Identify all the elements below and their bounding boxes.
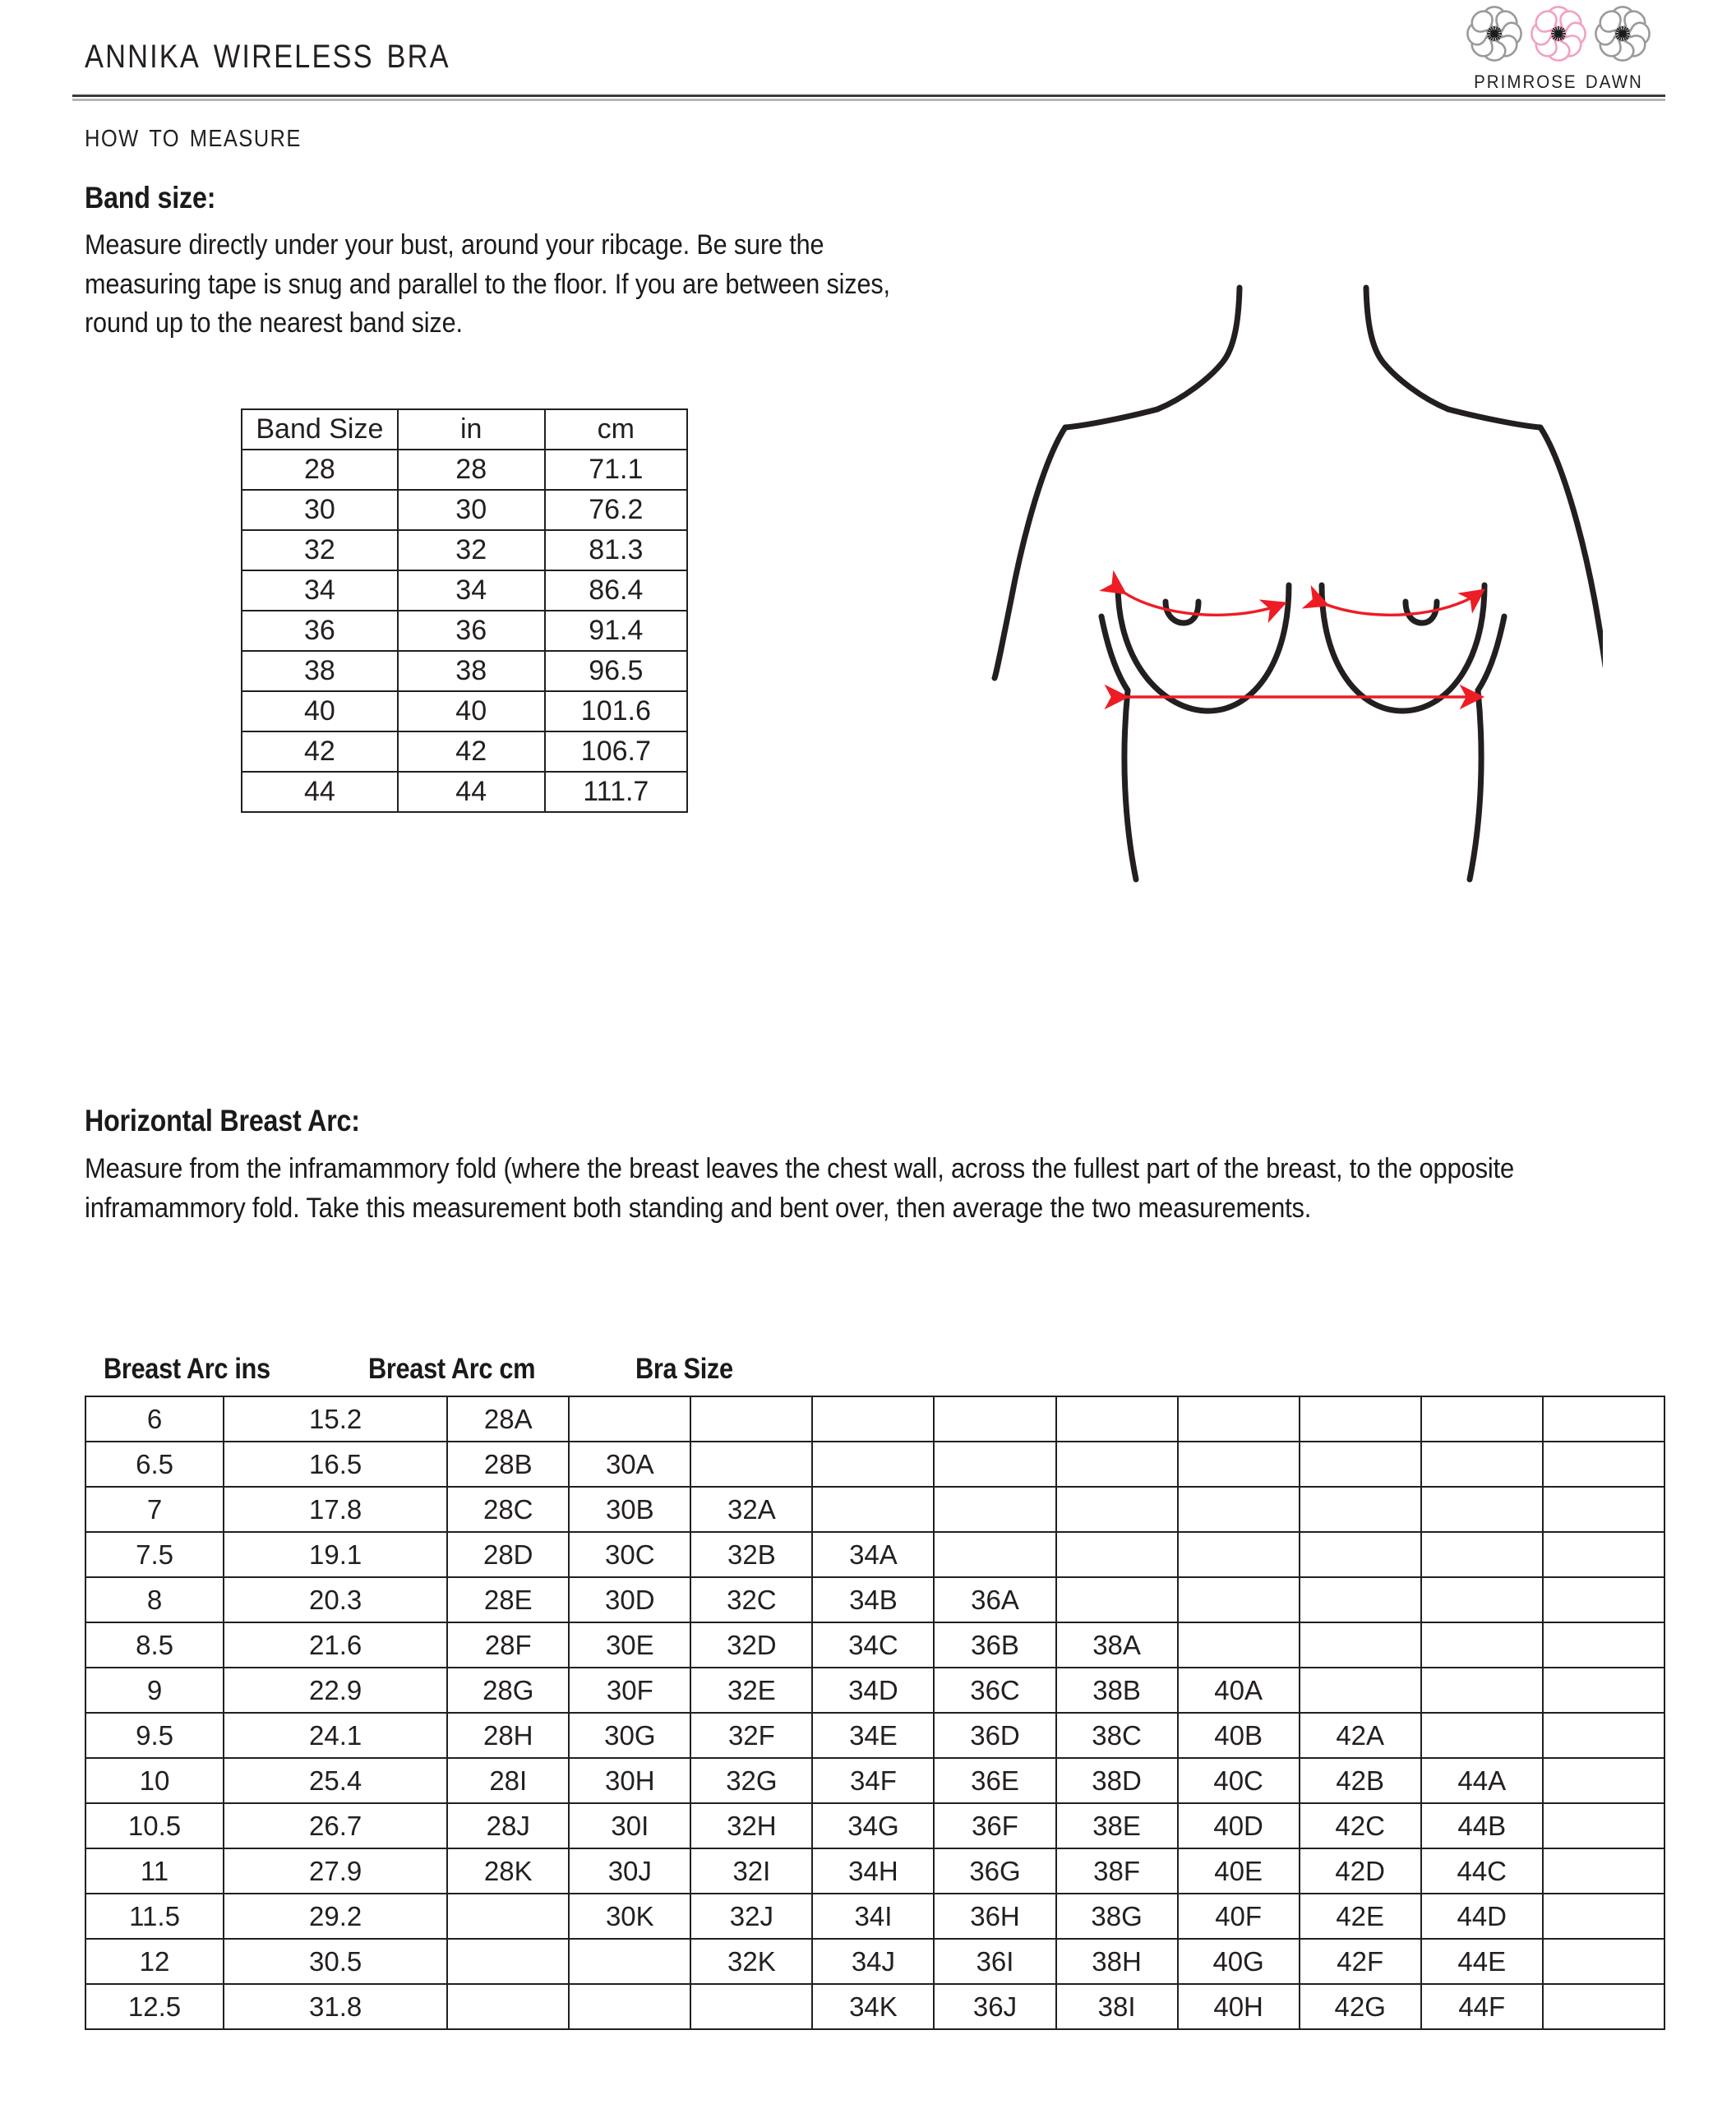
bra-size-cell: 44F	[1421, 1984, 1543, 2029]
bra-size-cell	[1056, 1442, 1178, 1487]
column-header-breast-arc-cm: Breast Arc cm	[368, 1353, 536, 1385]
bra-size-cell: 30D	[569, 1577, 690, 1622]
bra-size-cell: 40G	[1178, 1939, 1300, 1984]
bra-size-cell	[447, 1939, 569, 1984]
arm-left-outer-line	[995, 427, 1065, 678]
breast-arc-cm-cell: 27.9	[224, 1848, 447, 1894]
breast-arc-cm-cell: 20.3	[224, 1577, 447, 1622]
bra-size-cell: 30H	[569, 1758, 690, 1803]
bra-size-cell: 36B	[934, 1622, 1055, 1668]
bra-size-cell: 34H	[812, 1848, 934, 1894]
bra-size-cell: 30F	[569, 1668, 690, 1713]
table-row	[85, 1713, 1664, 1758]
table-row	[85, 1984, 1664, 2029]
breast-arc-ins-cell: 12	[85, 1939, 224, 1984]
bra-size-cell: 42G	[1300, 1984, 1421, 2029]
bra-size-cell: 40D	[1178, 1803, 1300, 1848]
table-row	[85, 1622, 1664, 1668]
bra-size-cell: 32K	[690, 1939, 812, 1984]
bra-size-cell: 30G	[569, 1713, 690, 1758]
bra-size-cell: 42C	[1300, 1803, 1421, 1848]
column-header-breast-arc-ins: Breast Arc ins	[104, 1353, 270, 1385]
bra-size-cell: 38E	[1056, 1803, 1178, 1848]
breast-arc-ins-cell: 7	[85, 1487, 224, 1532]
band-in-cell: 28	[398, 450, 545, 490]
table-row	[242, 570, 687, 611]
table-row	[242, 691, 687, 731]
bra-size-cell: 38A	[1056, 1622, 1178, 1668]
breast-arc-cm-cell: 17.8	[224, 1487, 447, 1532]
bra-size-cell: 28C	[447, 1487, 569, 1532]
bra-size-cell	[1543, 1984, 1664, 2029]
bra-size-cell: 42E	[1300, 1894, 1421, 1939]
bra-size-cell: 44A	[1421, 1758, 1543, 1803]
bra-size-cell: 30K	[569, 1894, 690, 1939]
arc-table-headers	[85, 1353, 1667, 1391]
torso-right-line	[1470, 690, 1481, 879]
bra-size-cell	[812, 1442, 934, 1487]
bra-size-cell: 28A	[447, 1396, 569, 1442]
bra-size-table	[85, 1396, 1665, 2030]
breast-arc-cm-cell: 15.2	[224, 1396, 447, 1442]
bra-size-cell: 32B	[690, 1532, 812, 1577]
bra-size-cell: 32J	[690, 1894, 812, 1939]
bra-size-cell: 28B	[447, 1442, 569, 1487]
bra-size-cell	[1178, 1442, 1300, 1487]
bra-size-cell: 34G	[812, 1803, 934, 1848]
bra-size-cell	[569, 1939, 690, 1984]
bra-size-cell: 38H	[1056, 1939, 1178, 1984]
breast-arc-ins-cell: 8	[85, 1577, 224, 1622]
bra-size-cell	[1543, 1713, 1664, 1758]
band-cm-cell: 96.5	[545, 651, 687, 691]
bra-size-cell: 34I	[812, 1894, 934, 1939]
breast-arc-cm-cell: 25.4	[224, 1758, 447, 1803]
band-size-cell: 36	[242, 611, 398, 651]
band-in-cell: 32	[398, 530, 545, 570]
bra-size-cell	[1178, 1622, 1300, 1668]
bra-size-cell	[1543, 1848, 1664, 1894]
table-row	[85, 1668, 1664, 1713]
breast-arc-cm-cell: 22.9	[224, 1668, 447, 1713]
bra-size-cell	[1421, 1668, 1543, 1713]
table-row	[242, 450, 687, 490]
bra-size-cell: 30I	[569, 1803, 690, 1848]
band-cm-cell: 91.4	[545, 611, 687, 651]
band-size-table	[241, 408, 688, 813]
bra-size-cell: 36I	[934, 1939, 1055, 1984]
bra-size-cell: 40C	[1178, 1758, 1300, 1803]
bra-size-cell	[690, 1442, 812, 1487]
table-row	[85, 1532, 1664, 1577]
band-size-cell: 44	[242, 772, 398, 812]
bra-size-cell	[1056, 1396, 1178, 1442]
table-row	[85, 1442, 1664, 1487]
table-row	[242, 772, 687, 812]
breast-arc-cm-cell: 16.5	[224, 1442, 447, 1487]
flower-icon-center	[1528, 3, 1589, 64]
bra-size-cell: 30A	[569, 1442, 690, 1487]
bra-size-cell: 34K	[812, 1984, 934, 2029]
bra-size-cell: 32D	[690, 1622, 812, 1668]
bra-size-cell: 38G	[1056, 1894, 1178, 1939]
band-cm-cell: 71.1	[545, 450, 687, 490]
band-cm-cell: 101.6	[545, 691, 687, 731]
breast-arc-ins-cell: 6.5	[85, 1442, 224, 1487]
bra-size-cell: 30J	[569, 1848, 690, 1894]
header-divider-shadow	[72, 99, 1665, 101]
bra-size-cell	[1543, 1487, 1664, 1532]
band-size-instructions: Measure directly under your bust, around your ribcage. Be sure the measuring tape is snug and parallel to the floor. If you are between sizes, round up to the nearest band size.	[85, 229, 890, 339]
bra-size-cell: 38F	[1056, 1848, 1178, 1894]
bra-size-cell: 30C	[569, 1532, 690, 1577]
bra-size-cell	[1178, 1487, 1300, 1532]
bra-size-cell	[1056, 1532, 1178, 1577]
band-in-cell: 36	[398, 611, 545, 651]
bra-size-cell	[1543, 1532, 1664, 1577]
bra-size-cell: 42A	[1300, 1713, 1421, 1758]
bra-size-cell: 28H	[447, 1713, 569, 1758]
bra-size-cell	[1178, 1577, 1300, 1622]
band-size-cell: 38	[242, 651, 398, 691]
shoulder-left-line	[1065, 409, 1157, 427]
bra-size-cell: 36C	[934, 1668, 1055, 1713]
band-in-cell: 34	[398, 570, 545, 611]
bra-size-cell: 28D	[447, 1532, 569, 1577]
bra-size-cell	[1421, 1577, 1543, 1622]
bra-size-cell	[1300, 1532, 1421, 1577]
bra-size-cell: 36D	[934, 1713, 1055, 1758]
bra-size-cell	[1421, 1396, 1543, 1442]
bra-size-cell: 32G	[690, 1758, 812, 1803]
bra-size-cell: 28F	[447, 1622, 569, 1668]
bra-size-cell	[1543, 1622, 1664, 1668]
bra-size-cell: 40B	[1178, 1713, 1300, 1758]
bra-size-cell: 38I	[1056, 1984, 1178, 2029]
bra-size-cell: 34J	[812, 1939, 934, 1984]
bra-size-cell	[1056, 1577, 1178, 1622]
bra-size-cell: 34E	[812, 1713, 934, 1758]
torso-measurement-diagram	[945, 230, 1603, 912]
table-row	[85, 1577, 1664, 1622]
band-size-cell: 28	[242, 450, 398, 490]
bra-size-cell	[1421, 1487, 1543, 1532]
bra-size-cell: 42F	[1300, 1939, 1421, 1984]
breast-arc-ins-cell: 7.5	[85, 1532, 224, 1577]
column-header: Band Size	[242, 409, 398, 450]
breast-arc-cm-cell: 24.1	[224, 1713, 447, 1758]
bra-size-cell	[1543, 1577, 1664, 1622]
band-size-label: Band size:	[85, 181, 216, 215]
bra-size-cell: 30B	[569, 1487, 690, 1532]
breast-arc-ins-cell: 8.5	[85, 1622, 224, 1668]
bra-size-cell	[1421, 1532, 1543, 1577]
bra-size-cell	[1543, 1894, 1664, 1939]
bra-size-cell	[934, 1532, 1055, 1577]
bra-size-cell	[1178, 1532, 1300, 1577]
bra-size-cell: 32F	[690, 1713, 812, 1758]
breast-arc-ins-cell: 11.5	[85, 1894, 224, 1939]
band-cm-cell: 81.3	[545, 530, 687, 570]
brand-logo	[1410, 3, 1706, 95]
bra-size-cell	[1543, 1668, 1664, 1713]
breast-arc-instructions: Measure from the inframammory fold (where the breast leaves the chest wall, across the fullest part of the breast, to the opposite inframammory fold. Take this measurement both standing and bent over, then average the two measurements.	[85, 1153, 1515, 1225]
bra-size-cell	[690, 1984, 812, 2029]
breast-arc-cm-cell: 30.5	[224, 1939, 447, 1984]
bra-size-cell: 44B	[1421, 1803, 1543, 1848]
bra-size-cell: 44E	[1421, 1939, 1543, 1984]
bra-size-cell	[1056, 1487, 1178, 1532]
bra-size-cell: 32C	[690, 1577, 812, 1622]
band-size-cell: 42	[242, 731, 398, 772]
breast-arc-ins-cell: 9.5	[85, 1713, 224, 1758]
bra-size-cell	[1543, 1803, 1664, 1848]
bra-size-cell	[1300, 1442, 1421, 1487]
torso-left-line	[1124, 690, 1136, 879]
bra-size-cell: 36F	[934, 1803, 1055, 1848]
breast-arc-ins-cell: 12.5	[85, 1984, 224, 2029]
logo-flower-group	[1464, 3, 1653, 64]
shoulder-right-line	[1448, 409, 1540, 427]
table-row	[242, 731, 687, 772]
breast-arc-ins-cell: 11	[85, 1848, 224, 1894]
band-in-cell: 44	[398, 772, 545, 812]
bra-size-cell: 36G	[934, 1848, 1055, 1894]
breast-arc-cm-cell: 19.1	[224, 1532, 447, 1577]
bra-size-cell: 28J	[447, 1803, 569, 1848]
bra-size-cell: 44D	[1421, 1894, 1543, 1939]
bra-size-cell	[1300, 1396, 1421, 1442]
table-row	[85, 1758, 1664, 1803]
bra-size-cell: 36E	[934, 1758, 1055, 1803]
section-heading-how-to-measure: how to measure	[85, 115, 302, 154]
bra-size-cell: 42B	[1300, 1758, 1421, 1803]
table-row	[85, 1396, 1664, 1442]
table-row	[85, 1848, 1664, 1894]
bra-size-cell: 40H	[1178, 1984, 1300, 2029]
bra-size-cell: 40A	[1178, 1668, 1300, 1713]
breast-arc-ins-cell: 9	[85, 1668, 224, 1713]
bra-size-cell: 38B	[1056, 1668, 1178, 1713]
breast-arc-cm-cell: 31.8	[224, 1984, 447, 2029]
band-size-cell: 40	[242, 691, 398, 731]
table-row	[85, 1487, 1664, 1532]
bra-size-cell	[1300, 1622, 1421, 1668]
bra-size-cell	[934, 1396, 1055, 1442]
breast-arc-cm-cell: 21.6	[224, 1622, 447, 1668]
horizontal-breast-arc-arrow-left	[1123, 592, 1282, 615]
bra-size-cell: 32H	[690, 1803, 812, 1848]
flower-icon-right	[1592, 3, 1653, 64]
band-cm-cell: 111.7	[545, 772, 687, 812]
logo-wordmark: primrose dawn	[1474, 64, 1643, 94]
table-row	[242, 611, 687, 651]
arm-right-outer-line	[1540, 427, 1603, 681]
bra-size-cell	[1543, 1442, 1664, 1487]
neck-left-line	[1157, 288, 1240, 409]
bra-size-cell: 36A	[934, 1577, 1055, 1622]
bra-size-cell: 34A	[812, 1532, 934, 1577]
band-size-cell: 34	[242, 570, 398, 611]
band-size-table-container	[241, 408, 688, 813]
bra-size-cell: 40F	[1178, 1894, 1300, 1939]
bra-size-cell	[1178, 1396, 1300, 1442]
table-header-row	[242, 409, 687, 450]
bra-size-cell	[934, 1442, 1055, 1487]
breast-left-outline	[1118, 585, 1289, 711]
table-row	[242, 651, 687, 691]
bra-size-cell	[1543, 1939, 1664, 1984]
band-in-cell: 42	[398, 731, 545, 772]
table-row	[242, 490, 687, 530]
page-header	[0, 0, 1736, 107]
neck-right-line	[1366, 288, 1448, 409]
table-row	[242, 530, 687, 570]
band-size-cell: 32	[242, 530, 398, 570]
bra-size-cell	[1543, 1396, 1664, 1442]
bra-size-cell: 38C	[1056, 1713, 1178, 1758]
bra-size-cell	[1421, 1622, 1543, 1668]
bra-size-cell: 32I	[690, 1848, 812, 1894]
band-in-cell: 38	[398, 651, 545, 691]
bra-size-cell: 28K	[447, 1848, 569, 1894]
column-header: cm	[545, 409, 687, 450]
page-title: annika wireless bra	[85, 25, 450, 78]
bra-size-cell: 38D	[1056, 1758, 1178, 1803]
table-row	[85, 1939, 1664, 1984]
bra-size-cell: 34C	[812, 1622, 934, 1668]
torso-illustration	[945, 230, 1603, 912]
bra-size-cell	[447, 1984, 569, 2029]
bra-size-cell: 40E	[1178, 1848, 1300, 1894]
bra-size-cell	[690, 1396, 812, 1442]
band-cm-cell: 86.4	[545, 570, 687, 611]
bra-size-cell	[569, 1396, 690, 1442]
bra-size-cell: 42D	[1300, 1848, 1421, 1894]
bra-size-cell: 36J	[934, 1984, 1055, 2029]
table-row	[85, 1894, 1664, 1939]
band-size-cell: 30	[242, 490, 398, 530]
bra-size-cell: 32A	[690, 1487, 812, 1532]
column-header: in	[398, 409, 545, 450]
band-in-cell: 30	[398, 490, 545, 530]
breast-arc-ins-cell: 10.5	[85, 1803, 224, 1848]
bra-size-cell: 34B	[812, 1577, 934, 1622]
bra-size-cell	[1421, 1442, 1543, 1487]
table-row	[85, 1803, 1664, 1848]
bra-size-cell	[1300, 1577, 1421, 1622]
bra-size-cell: 44C	[1421, 1848, 1543, 1894]
bra-size-cell: 34D	[812, 1668, 934, 1713]
bra-size-cell	[812, 1396, 934, 1442]
column-header-bra-size: Bra Size	[635, 1353, 733, 1385]
breast-arc-label: Horizontal Breast Arc:	[85, 1104, 360, 1137]
bra-size-cell: 28I	[447, 1758, 569, 1803]
breast-arc-ins-cell: 10	[85, 1758, 224, 1803]
bra-size-cell: 34F	[812, 1758, 934, 1803]
bra-size-cell	[1300, 1668, 1421, 1713]
bra-size-cell: 32E	[690, 1668, 812, 1713]
bra-size-cell	[1421, 1713, 1543, 1758]
bra-size-cell	[447, 1894, 569, 1939]
band-in-cell: 40	[398, 691, 545, 731]
bra-size-cell: 30E	[569, 1622, 690, 1668]
bra-size-table-container	[85, 1396, 1665, 2030]
bra-size-cell	[1300, 1487, 1421, 1532]
bra-size-cell: 36H	[934, 1894, 1055, 1939]
band-cm-cell: 106.7	[545, 731, 687, 772]
bra-size-cell	[569, 1984, 690, 2029]
bra-size-cell: 28G	[447, 1668, 569, 1713]
flower-icon-left	[1464, 3, 1525, 64]
bra-size-cell	[934, 1487, 1055, 1532]
bra-size-cell	[812, 1487, 934, 1532]
breast-arc-cm-cell: 26.7	[224, 1803, 447, 1848]
bra-size-cell: 28E	[447, 1577, 569, 1622]
bra-size-cell	[1543, 1758, 1664, 1803]
breast-arc-cm-cell: 29.2	[224, 1894, 447, 1939]
band-cm-cell: 76.2	[545, 490, 687, 530]
breast-arc-ins-cell: 6	[85, 1396, 224, 1442]
